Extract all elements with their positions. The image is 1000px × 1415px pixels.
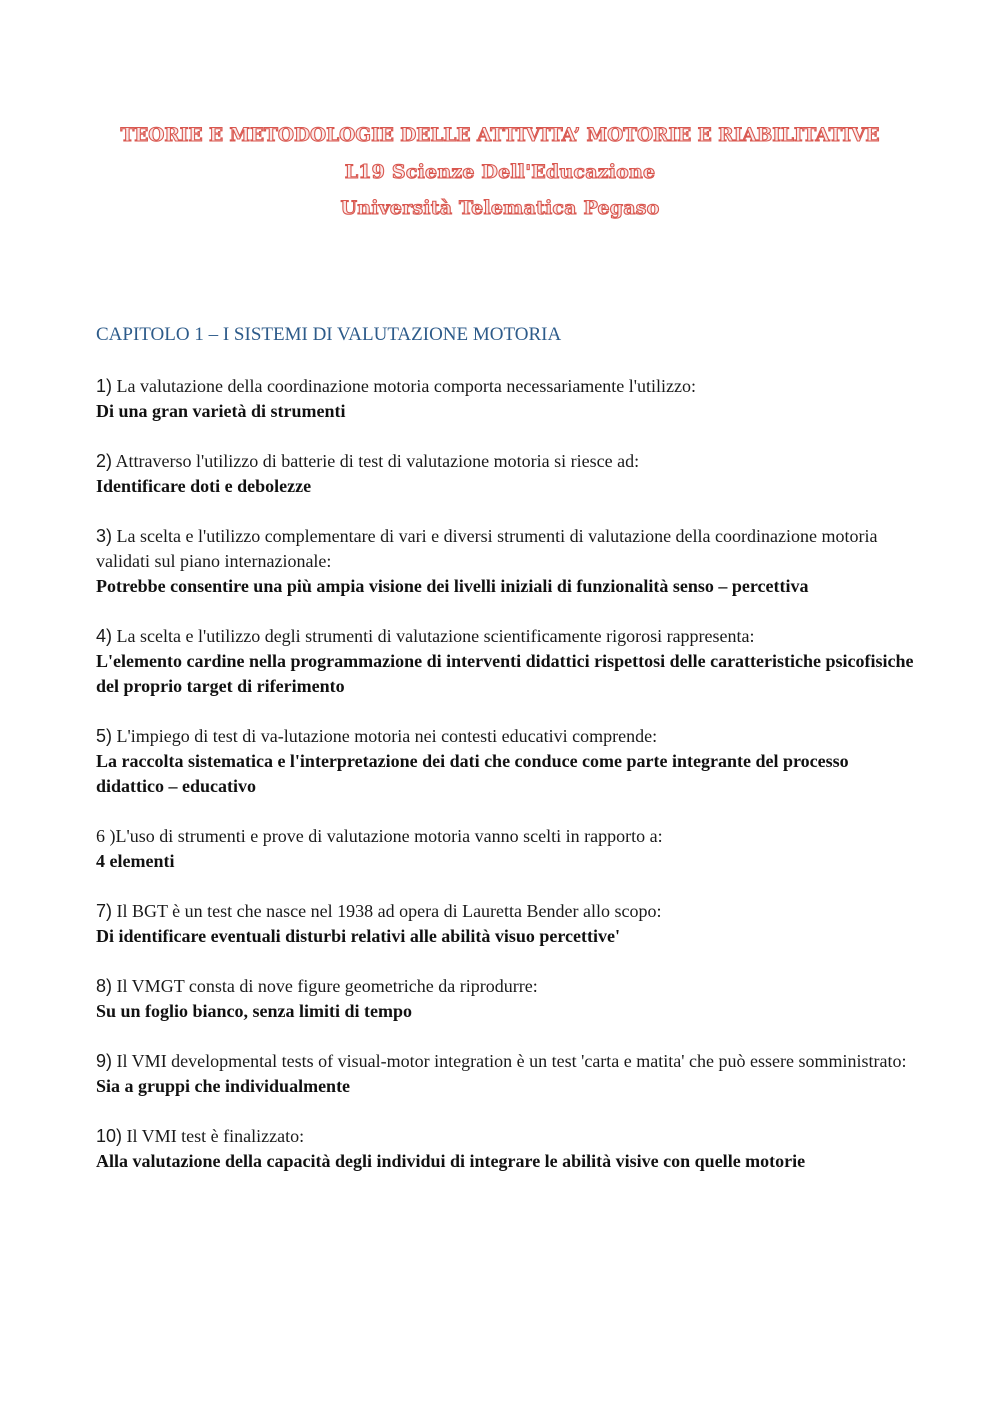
question-text (96, 374, 916, 399)
question-number: 7) (96, 901, 113, 921)
question-text (96, 1124, 916, 1149)
answer-text: L'elemento cardine nella programmazione di interventi didattici rispettosi delle caratteristiche psicofisiche del proprio target di riferimento (96, 651, 914, 696)
question-text (96, 974, 916, 999)
answer-text: Alla valutazione della capacità degli individui di integrare le abilità visive con quelle motorie (96, 1151, 806, 1171)
question-text (96, 1049, 916, 1074)
question-text (96, 524, 916, 574)
qa-item (96, 1124, 916, 1174)
question-body: La scelta e l'utilizzo complementare di vari e diversi strumenti di valutazione della coordinazione motoria validati sul piano internazionale: (96, 526, 878, 571)
question-body: L'impiego di test di va-lutazione motoria nei contesti educativi comprende: (116, 726, 658, 746)
question-number: 3) (96, 526, 113, 546)
question-number: 10) (96, 1126, 123, 1146)
question-number: 8) (96, 976, 113, 996)
question-body: La valutazione della coordinazione motoria comporta necessariamente l'utilizzo: (116, 376, 697, 396)
question-number: 1) (96, 376, 113, 396)
title-line-university: Università Telematica Pegaso (340, 197, 660, 219)
qa-item (96, 449, 916, 499)
chapter-heading: CAPITOLO 1 – I SISTEMI DI VALUTAZIONE MOTORIA (96, 324, 562, 345)
question-body: Il VMI developmental tests of visual-motor integration è un test 'carta e matita' che può essere somministrato: (116, 1051, 907, 1071)
answer-text: Di una gran varietà di strumenti (96, 401, 346, 421)
question-text (96, 724, 916, 749)
question-text (96, 449, 916, 474)
qa-item (96, 624, 916, 699)
question-body: L'uso di strumenti e prove di valutazione motoria vanno scelti in rapporto a: (115, 826, 663, 846)
qa-item (96, 974, 916, 1024)
question-text (96, 899, 916, 924)
qa-item (96, 824, 916, 874)
question-list (96, 374, 916, 1199)
qa-item (96, 899, 916, 949)
question-body: Il VMGT consta di nove figure geometriche da riprodurre: (116, 976, 538, 996)
question-number: 5) (96, 726, 113, 746)
question-body: Il VMI test è finalizzato: (126, 1126, 305, 1146)
question-body: La scelta e l'utilizzo degli strumenti di valutazione scientificamente rigorosi rappresenta: (116, 626, 755, 646)
title-line-course: TEORIE E METODOLOGIE DELLE ATTIVITA’ MOTORIE E RIABILITATIVE (120, 125, 880, 146)
question-number: 6 ) (96, 826, 116, 846)
question-body: Il BGT è un test che nasce nel 1938 ad opera di Lauretta Bender allo scopo: (116, 901, 662, 921)
answer-text: Sia a gruppi che individualmente (96, 1076, 351, 1096)
question-body: Attraverso l'utilizzo di batterie di test di valutazione motoria si riesce ad: (115, 451, 640, 471)
question-number: 9) (96, 1051, 113, 1071)
document-title (0, 118, 1000, 226)
question-text (96, 824, 916, 849)
question-text (96, 624, 916, 649)
question-number: 4) (96, 626, 113, 646)
qa-item (96, 724, 916, 799)
answer-text: Identificare doti e debolezze (96, 476, 312, 496)
answer-text: Su un foglio bianco, senza limiti di tempo (96, 1001, 413, 1021)
question-number: 2) (96, 451, 113, 471)
answer-text: 4 elementi (96, 851, 175, 871)
answer-text: La raccolta sistematica e l'interpretazione dei dati che conduce come parte integrante del processo didattico – educativo (96, 751, 849, 796)
qa-item (96, 374, 916, 424)
answer-text: Potrebbe consentire una più ampia visione dei livelli iniziali di funzionalità senso – percettiva (96, 576, 809, 596)
qa-item (96, 1049, 916, 1099)
qa-item (96, 524, 916, 599)
answer-text: Di identificare eventuali disturbi relativi alle abilità visuo percettive' (96, 926, 620, 946)
title-line-degree: L19 Scienze Dell'Educazione (344, 161, 656, 183)
